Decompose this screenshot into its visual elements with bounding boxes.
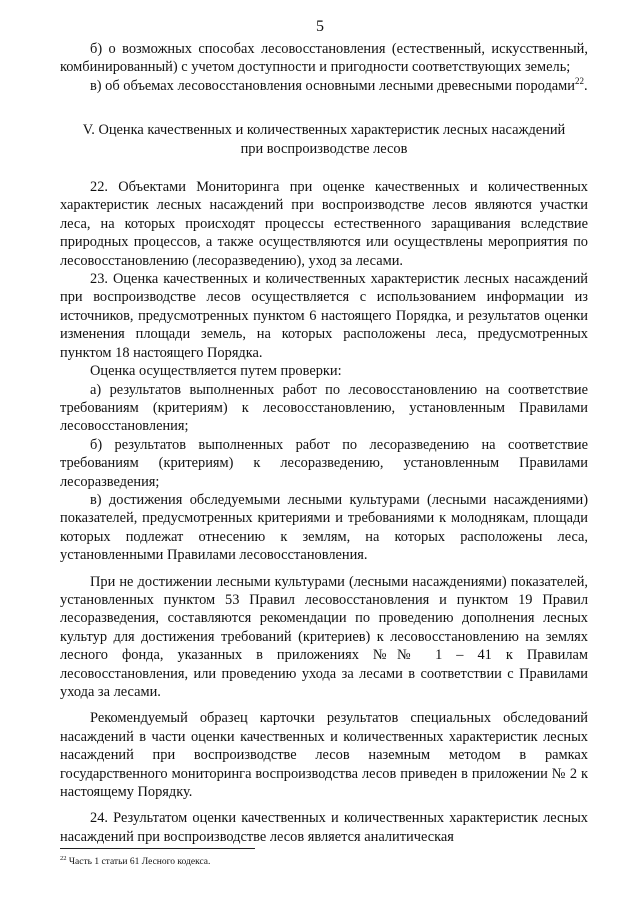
paragraph-v-tail: . bbox=[583, 77, 588, 94]
paragraph-recommended-sample: Рекомендуемый образец карточки результатов специальных обследований насаждений в части оценки качественных и количественных характеристик лесных насаждений при воспроизводстве лесов наземным методом в рамках государственного мониторинга воспроизводства лесов приведен в приложении № 2 к настоящему Порядку. bbox=[60, 710, 588, 801]
section-title-line-1: V. Оценка качественных и количественных характеристик лесных насаждений bbox=[82, 122, 566, 139]
footnote-divider bbox=[60, 848, 255, 849]
footnote-marker: 22 bbox=[60, 854, 67, 862]
paragraph-23: 23. Оценка качественных и количественных характеристик лесных насаждений при воспроизводстве лесов осуществляется с использованием информации из источников, предусмотренных пунктом 6 настоящего Порядка, и результатов оценки изменения площади земель, на которых расположены леса, предусмотренных пунктом 18 настоящего Порядка. bbox=[60, 271, 588, 361]
footnote-text: Часть 1 статьи 61 Лесного кодекса. bbox=[66, 857, 211, 867]
paragraph-v2: в) достижения обследуемыми лесными культурами (лесными насаждениями) показателей, предусмотренных критериями и требованиями к молоднякам, площади которых подлежат отнесению к землям, на которых расположены леса, установленными Правилами лесовосстановления. bbox=[60, 491, 588, 564]
footnote-ref: 22 bbox=[574, 76, 584, 87]
paragraph-b: б) о возможных способах лесовосстановления (естественный, искусственный, комбинированный) с учетом доступности и пригодности соответствующих земель; bbox=[60, 41, 588, 76]
document-body bbox=[60, 40, 588, 846]
footnote bbox=[60, 856, 588, 868]
paragraph-b2: б) результатов выполненных работ по лесоразведению на соответствие требованиям (критериям) к лесоразведению, установленным Правилами лесоразведения; bbox=[60, 436, 588, 490]
paragraph-a: а) результатов выполненных работ по лесовосстановлению на соответствие требованиям (критериям) к лесовосстановлению, установленным Правилами лесовосстановления; bbox=[60, 381, 588, 435]
paragraph-24: 24. Результатом оценки качественных и количественных характеристик лесных насаждений при воспроизводстве лесов является аналитическая bbox=[60, 810, 588, 845]
paragraph-v bbox=[60, 77, 588, 95]
paragraph-v-text: в) об объемах лесовосстановления основными лесными древесными породами bbox=[90, 77, 575, 94]
section-title bbox=[60, 121, 588, 158]
paragraph-non-achievement: При не достижении лесными культурами (лесными насаждениями) показателей, установленных пунктом 53 Правил лесовосстановления и пунктом 19 Правил лесоразведения, составляются рекомендации по проведению дополнения лесных культур для достижения требований (критериев) к лесовосстановлению на землях лесного фонда, указанных в приложениях №№ 1 – 41 к Правилам лесовосстановления, или проведению ухода за лесами в соответствии с Правилами ухода за лесами. bbox=[60, 573, 588, 700]
section-title-line-2: при воспроизводстве лесов bbox=[240, 140, 408, 157]
page-number: 5 bbox=[316, 18, 324, 35]
paragraph-assessment-intro: Оценка осуществляется путем проверки: bbox=[90, 363, 342, 380]
paragraph-22: 22. Объектами Мониторинга при оценке качественных и количественных характеристик лесных насаждений при воспроизводстве лесов являются участки леса, на которых происходят процессы естественного заращивания вследствие природных процессов, а также осуществляются или осуществлены мероприятия по лесовосстановлению (лесоразведению), уход за лесами. bbox=[60, 179, 588, 269]
